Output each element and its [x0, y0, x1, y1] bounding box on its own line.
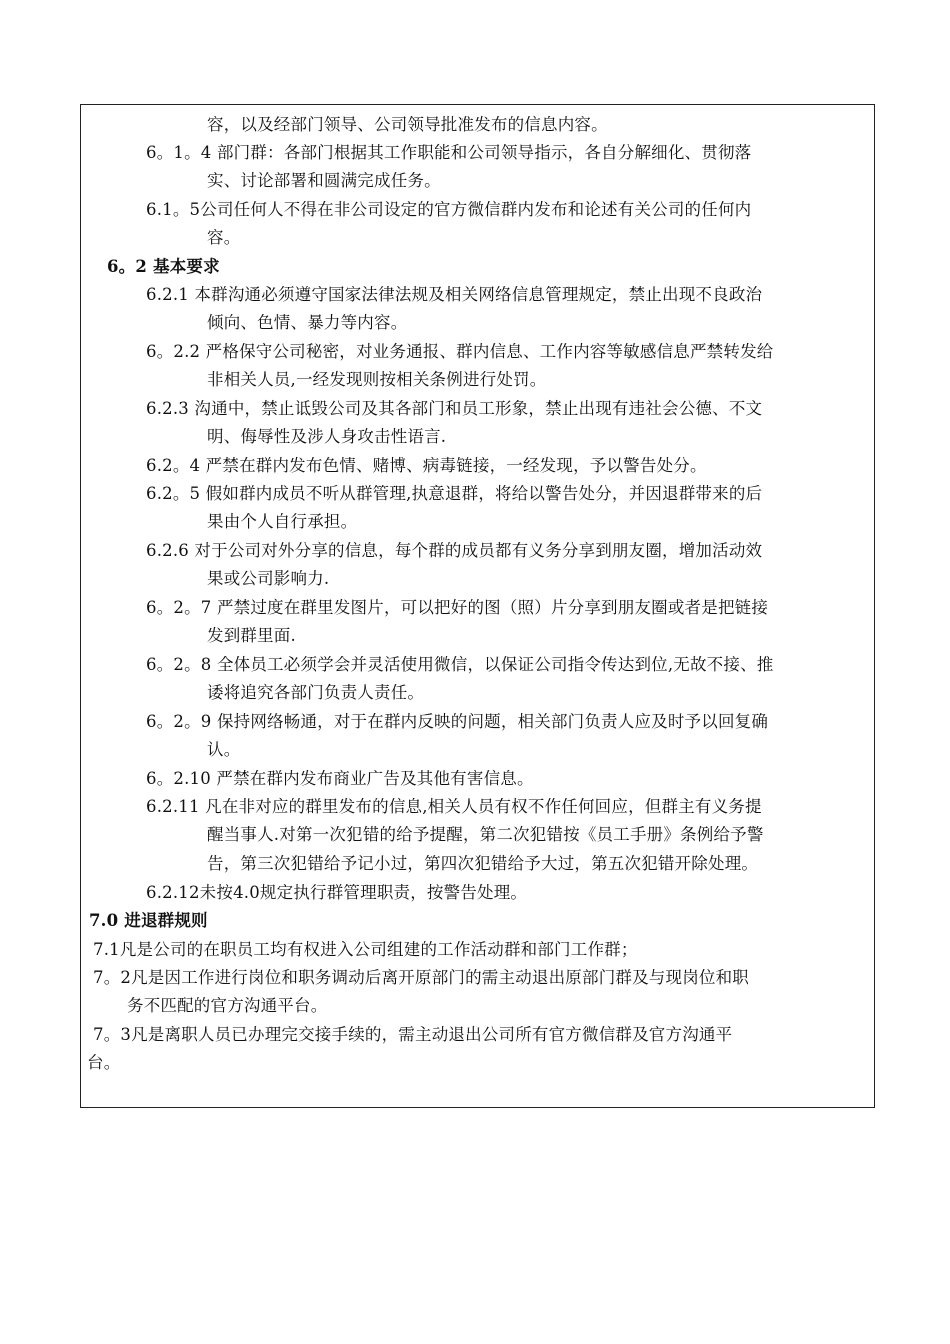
text-line: 实、讨论部署和圆满完成任务。 [207, 171, 441, 190]
text-line: 6.2。5 假如群内成员不听从群管理,执意退群，将给以警告处分，并因退群带来的后 [146, 484, 763, 503]
text-line: 6。2。8 全体员工必须学会并灵活使用微信，以保证公司指令传达到位,无故不接、推 [146, 655, 774, 674]
text-line: 6。2.2 严格保守公司秘密，对业务通报、群内信息、工作内容等敏感信息严禁转发给 [146, 342, 774, 361]
text-line: 务不匹配的官方沟通平台。 [127, 996, 328, 1015]
text-line: 6.2.11 凡在非对应的群里发布的信息,相关人员有权不作任何回应，但群主有义务提 [146, 797, 762, 816]
text-line: 6.1。5公司任何人不得在非公司设定的官方微信群内发布和论述有关公司的任何内 [146, 200, 752, 219]
section-heading-6-2: 6。2 基本要求 [107, 257, 220, 276]
text-line: 发到群里面. [207, 626, 296, 645]
text-line: 7.1凡是公司的在职员工均有权进入公司组建的工作活动群和部门工作群； [93, 940, 638, 959]
text-line: 果或公司影响力. [207, 569, 330, 588]
text-line: 非相关人员,一经发现则按相关条例进行处罚。 [207, 370, 547, 389]
document-frame [80, 104, 875, 1108]
text-line: 倾向、色情、暴力等内容。 [207, 313, 408, 332]
text-line: 容。 [207, 228, 241, 247]
text-line: 6.2.3 沟通中，禁止诋毁公司及其各部门和员工形象，禁止出现有违社会公德、不文 [146, 399, 763, 418]
text-line: 台。 [87, 1053, 121, 1072]
text-line: 6。1。4 部门群：各部门根据其工作职能和公司领导指示，各自分解细化、贯彻落 [146, 143, 752, 162]
text-line: 6.2.6 对于公司对外分享的信息，每个群的成员都有义务分享到朋友圈，增加活动效 [146, 541, 763, 560]
text-line: 告，第三次犯错给予记小过，第四次犯错给予大过，第五次犯错开除处理。 [207, 854, 759, 873]
text-line: 醒当事人.对第一次犯错的给予提醒，第二次犯错按《员工手册》条例给予警 [207, 825, 764, 844]
text-line: 6.2。4 严禁在群内发布色情、赌博、病毒链接，一经发现，予以警告处分。 [146, 456, 707, 475]
text-line: 容，以及经部门领导、公司领导批准发布的信息内容。 [207, 115, 608, 134]
text-line: 7。3凡是离职人员已办理完交接手续的，需主动退出公司所有官方微信群及官方沟通平 [93, 1025, 733, 1044]
text-line: 6。2。9 保持网络畅通，对于在群内反映的问题，相关部门负责人应及时予以回复确 [146, 712, 769, 731]
text-line: 诿将追究各部门负责人责任。 [207, 683, 425, 702]
section-heading-7-0: 7.0 进退群规则 [89, 911, 208, 930]
text-line: 认。 [207, 740, 241, 759]
text-line: 果由个人自行承担。 [207, 512, 358, 531]
text-line: 6。2.10 严禁在群内发布商业广告及其他有害信息。 [146, 769, 534, 788]
text-line: 7。2凡是因工作进行岗位和职务调动后离开原部门的需主动退出原部门群及与现岗位和职 [93, 968, 749, 987]
text-line: 6。2。7 严禁过度在群里发图片，可以把好的图（照）片分享到朋友圈或者是把链接 [146, 598, 769, 617]
text-line: 明、侮辱性及涉人身攻击性语言. [207, 427, 447, 446]
text-line: 6.2.1 本群沟通必须遵守国家法律法规及相关网络信息管理规定，禁止出现不良政治 [146, 285, 763, 304]
text-line: 6.2.12未按4.0规定执行群管理职责，按警告处理。 [146, 883, 528, 902]
